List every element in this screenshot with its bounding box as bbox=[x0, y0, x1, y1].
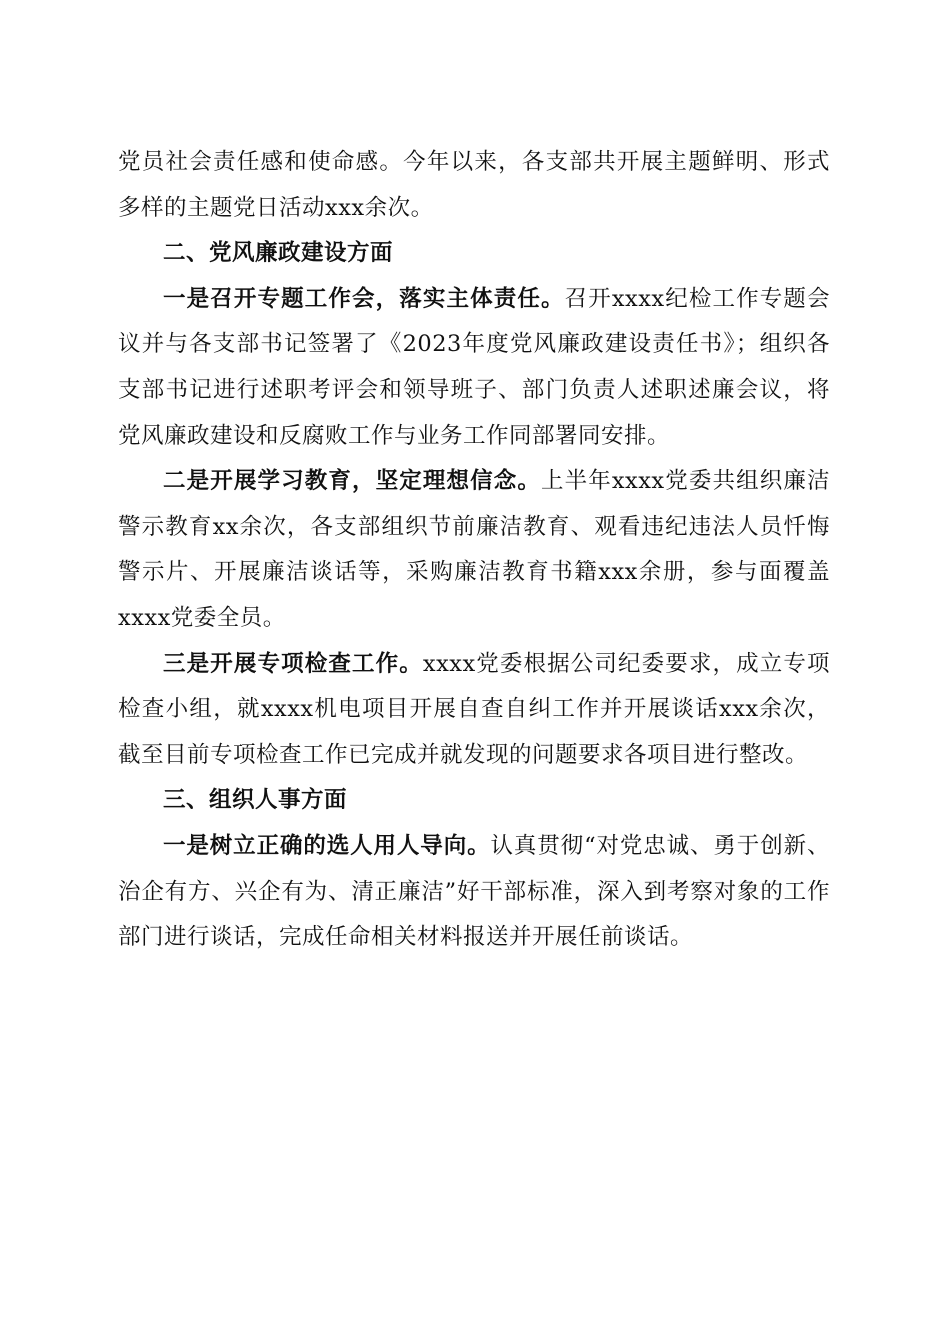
section-heading-personnel: 三、组织人事方面 bbox=[163, 787, 348, 814]
paragraph-selection-guidance bbox=[118, 824, 830, 961]
paragraph-body: 上半年xxxx党委共组织廉洁警示教育xx余次，各支部组织节前廉洁教育、观看违纪违法人员忏悔警示片、开展廉洁谈话等，采购廉洁教育书籍xxx余册，参与面覆盖xxxx党委全员。 bbox=[118, 468, 830, 631]
paragraph-lead: 一是树立正确的选人用人导向。 bbox=[163, 832, 491, 859]
paragraph-body: 召开xxxx纪检工作专题会议并与各支部书记签署了《2023年度党风廉政建设责任书》；组织各支部书记进行述职考评会和领导班子、部门负责人述职述廉会议，将党风廉政建设和反腐败工作与业务工作同部署同安排。 bbox=[118, 285, 830, 449]
paragraph-lead: 一是召开专题工作会，落实主体责任。 bbox=[163, 285, 565, 312]
paragraph-body: xxxx党委根据公司纪委要求，成立专项检查小组，就xxxx机电项目开展自查自纠工作并开展谈话xxx余次，截至目前专项检查工作已完成并就发现的问题要求各项目进行整改。 bbox=[118, 650, 830, 768]
paragraph-education bbox=[118, 459, 830, 641]
intro-paragraph: 党员社会责任感和使命感。今年以来，各支部共开展主题鲜明、形式多样的主题党日活动xxx余次。 bbox=[118, 149, 830, 221]
paragraph-special-meeting bbox=[118, 277, 830, 459]
document-page bbox=[118, 140, 830, 961]
section-heading-party-conduct: 二、党风廉政建设方面 bbox=[163, 240, 394, 267]
paragraph-lead: 三是开展专项检查工作。 bbox=[163, 650, 423, 677]
paragraph-inspection bbox=[118, 642, 830, 779]
paragraph-body: 认真贯彻“对党忠诚、勇于创新、治企有方、兴企有为、清正廉洁”好干部标准，深入到考察对象的工作部门进行谈话，完成任命相关材料报送并开展任前谈话。 bbox=[118, 832, 830, 951]
paragraph-lead: 二是开展学习教育，坚定理想信念。 bbox=[163, 468, 541, 495]
